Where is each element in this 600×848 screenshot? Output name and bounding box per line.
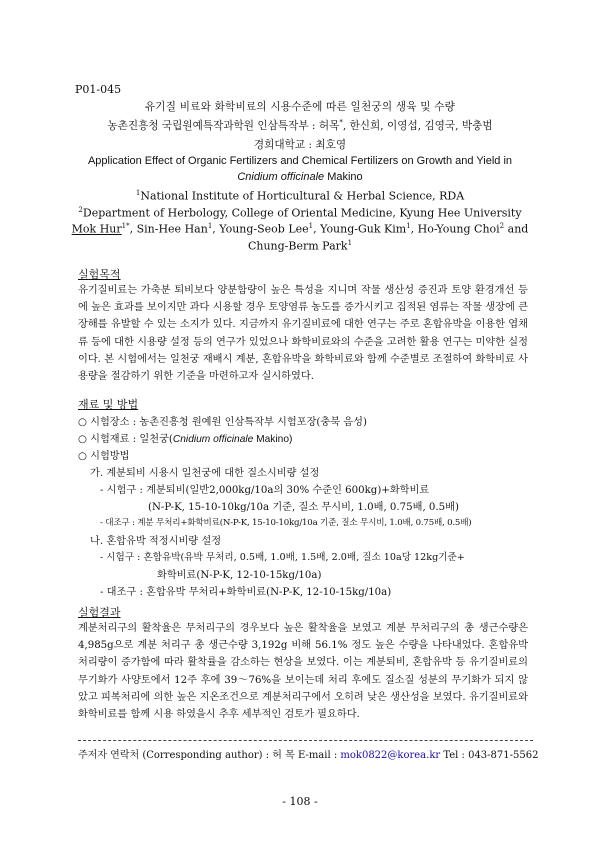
abstract-code: P01-045 [75,83,122,96]
affiliation-1-text: National Institute of Horticultural & Herbal Science, RDA [140,189,465,203]
method-b-treatment-2: 화학비료(N-P-K, 12-10-15kg/10a) [157,570,322,581]
korean-authors-line1 [60,118,540,133]
method-material [78,430,292,445]
method-b-title: 나. 혼합유박 적정시비량 설정 [90,536,222,547]
korean-authors-line2: 경희대학교 : 최호영 [253,139,347,151]
author-choi: , Ho-Young Choi [410,222,500,236]
affiliation-2-text: Department of Herbology, College of Oriental Medicine, Kyung Hee University [82,206,522,220]
korean-authors-post: , 한신희, 이영섭, 김영국, 박충범 [342,120,493,132]
author-park: Chung-Berm Park [247,239,348,253]
english-authors-line1 [60,222,540,236]
method-method: ○ 시험방법 [78,451,130,462]
author-kim-mark: 1 [406,222,411,230]
method-place: ○ 시험장소 : 농촌진흥청 원예원 인삼특작부 시험포장(충북 음성) [78,417,367,428]
english-title-authority: Makino [324,171,363,183]
author-and: and [504,222,529,236]
author-park-mark: 1 [347,239,353,247]
corresponding-mark: * [339,118,343,127]
footer-divider [78,740,533,741]
author-hur: Mok Hur [71,222,122,236]
method-a-treatment-1: - 시험구 : 계분퇴비(일반2,000kg/10a의 30% 수준인 600kg)+화학비료 [100,485,430,496]
section-objective-heading: 실험목적 [78,268,121,281]
section-results-heading: 실험결과 [78,606,121,619]
method-material-pre: ○ 시험재료 : 일천궁( [78,434,173,445]
method-a-title: 가. 계분퇴비 시용시 일천궁에 대한 질소시비량 설정 [90,468,320,479]
english-authors-line2 [60,239,540,253]
author-hur-mark: 1* [121,222,130,230]
english-title-line2 [60,171,540,183]
footer-label: 주저자 연락처 (Corresponding author) : 허 목 E-mail : [78,750,341,761]
method-a-treatment-2: (N-P-K, 15-10-10kg/10a 기준, 질소 무시비, 1.0배, 0.75배, 0.5배) [148,502,459,513]
author-kim: , Young-Guk Kim [313,222,407,236]
english-title-species: Cnidium officinale [237,171,325,183]
affiliation-1 [60,189,540,203]
section-methods-heading: 재료 및 방법 [78,398,139,411]
author-email-link[interactable]: mok0822@korea.kr [340,750,441,761]
korean-authors-pre: 농촌진흥청 국립원예특작과학원 인삼특작부 : 허목 [107,120,340,132]
author-han: , Sin-Hee Han [129,222,208,236]
method-b-control: - 대조구 : 혼합유박 무처리+화학비료(N-P-K, 12-10-15kg/10a) [100,587,392,598]
affiliation-2-mark: 2 [78,206,83,214]
corresponding-author [78,746,538,761]
page-number: - 108 - [282,795,318,808]
method-material-post: Makino) [253,434,293,445]
author-lee: , Young-Seob Lee [212,222,309,236]
method-b-treatment-1: - 시험구 : 혼합유박(유박 무처리, 0.5배, 1.0배, 1.5배, 2.0배, 질소 10a당 12kg기준+ [100,552,465,563]
results-paragraph: 계분처리구의 활착율은 무처리구의 경우보다 높은 활착율을 보였고 계분 무처리구의 총 생근수량은 4,985g으로 계분 처리구 총 생근수량 3,192g 비해 56.1% 정도 높은 수량을 나타내었다. 혼합유박 처리량이 증가함에 따라 활착률을 감소하는 현상을 보였다. 이는 계분퇴비, 혼합유박 등 유기질비료의 무기화가 사양토에서 12주 후에 39～76%을 보이는데 처리 후에도 질소질 성분의 무기화가 되지 않았고 피복처리에 의한 높은 지온조건으로 계분처리구에서 오히려 낮은 생산성을 보였다. 유기질비료와 화학비료를 함께 시용 하였을시 추후 세부적인 검토가 필요하다. [78,623,528,721]
affiliation-1-mark: 1 [135,189,141,197]
affiliation-2 [60,206,540,220]
author-choi-mark: 2 [499,222,505,230]
method-material-species: Cnidium officinale [172,434,254,445]
author-han-mark: 1 [207,222,213,230]
objective-paragraph: 유기질비료는 가축분 퇴비보다 양분함량이 높은 특성을 지니며 작물 생산성 증진과 토양 환경개선 등에 높은 효과를 보이지만 과다 시용할 경우 토양염류 농도를 증가시키고 집적된 염류는 작물 생장에 큰 장해를 유발할 수 있는 소지가 있다. 지금까지 유기질비료에 대한 연구는 주로 혼합유박을 이용한 엽채류 등에 대한 시용량 설정 등의 연구가 있었으나 화학비료와의 수준을 고려한 활용 연구는 미약한 실정이다. 본 시험에서는 일천궁 재배시 계분, 혼합유박을 화학비료와 함께 수준별로 조절하여 화학비료 사용량을 절감하기 위한 기준을 마련하고자 실시하였다. [78,285,528,383]
english-title-line1: Application Effect of Organic Fertilizers and Chemical Fertilizers on Growth and Yield in [87,155,513,167]
korean-title: 유기질 비료와 화학비료의 시용수준에 따른 일천궁의 생육 및 수량 [144,101,456,113]
author-lee-mark: 1 [308,222,314,230]
footer-tel: Tel : 043-871-5562 [440,750,539,761]
method-a-control: - 대조구 : 계분 무처리+화학비료(N-P-K, 15-10-10kg/10a 기준, 질소 무시비, 1.0배, 0.75배, 0.5배) [100,518,472,528]
